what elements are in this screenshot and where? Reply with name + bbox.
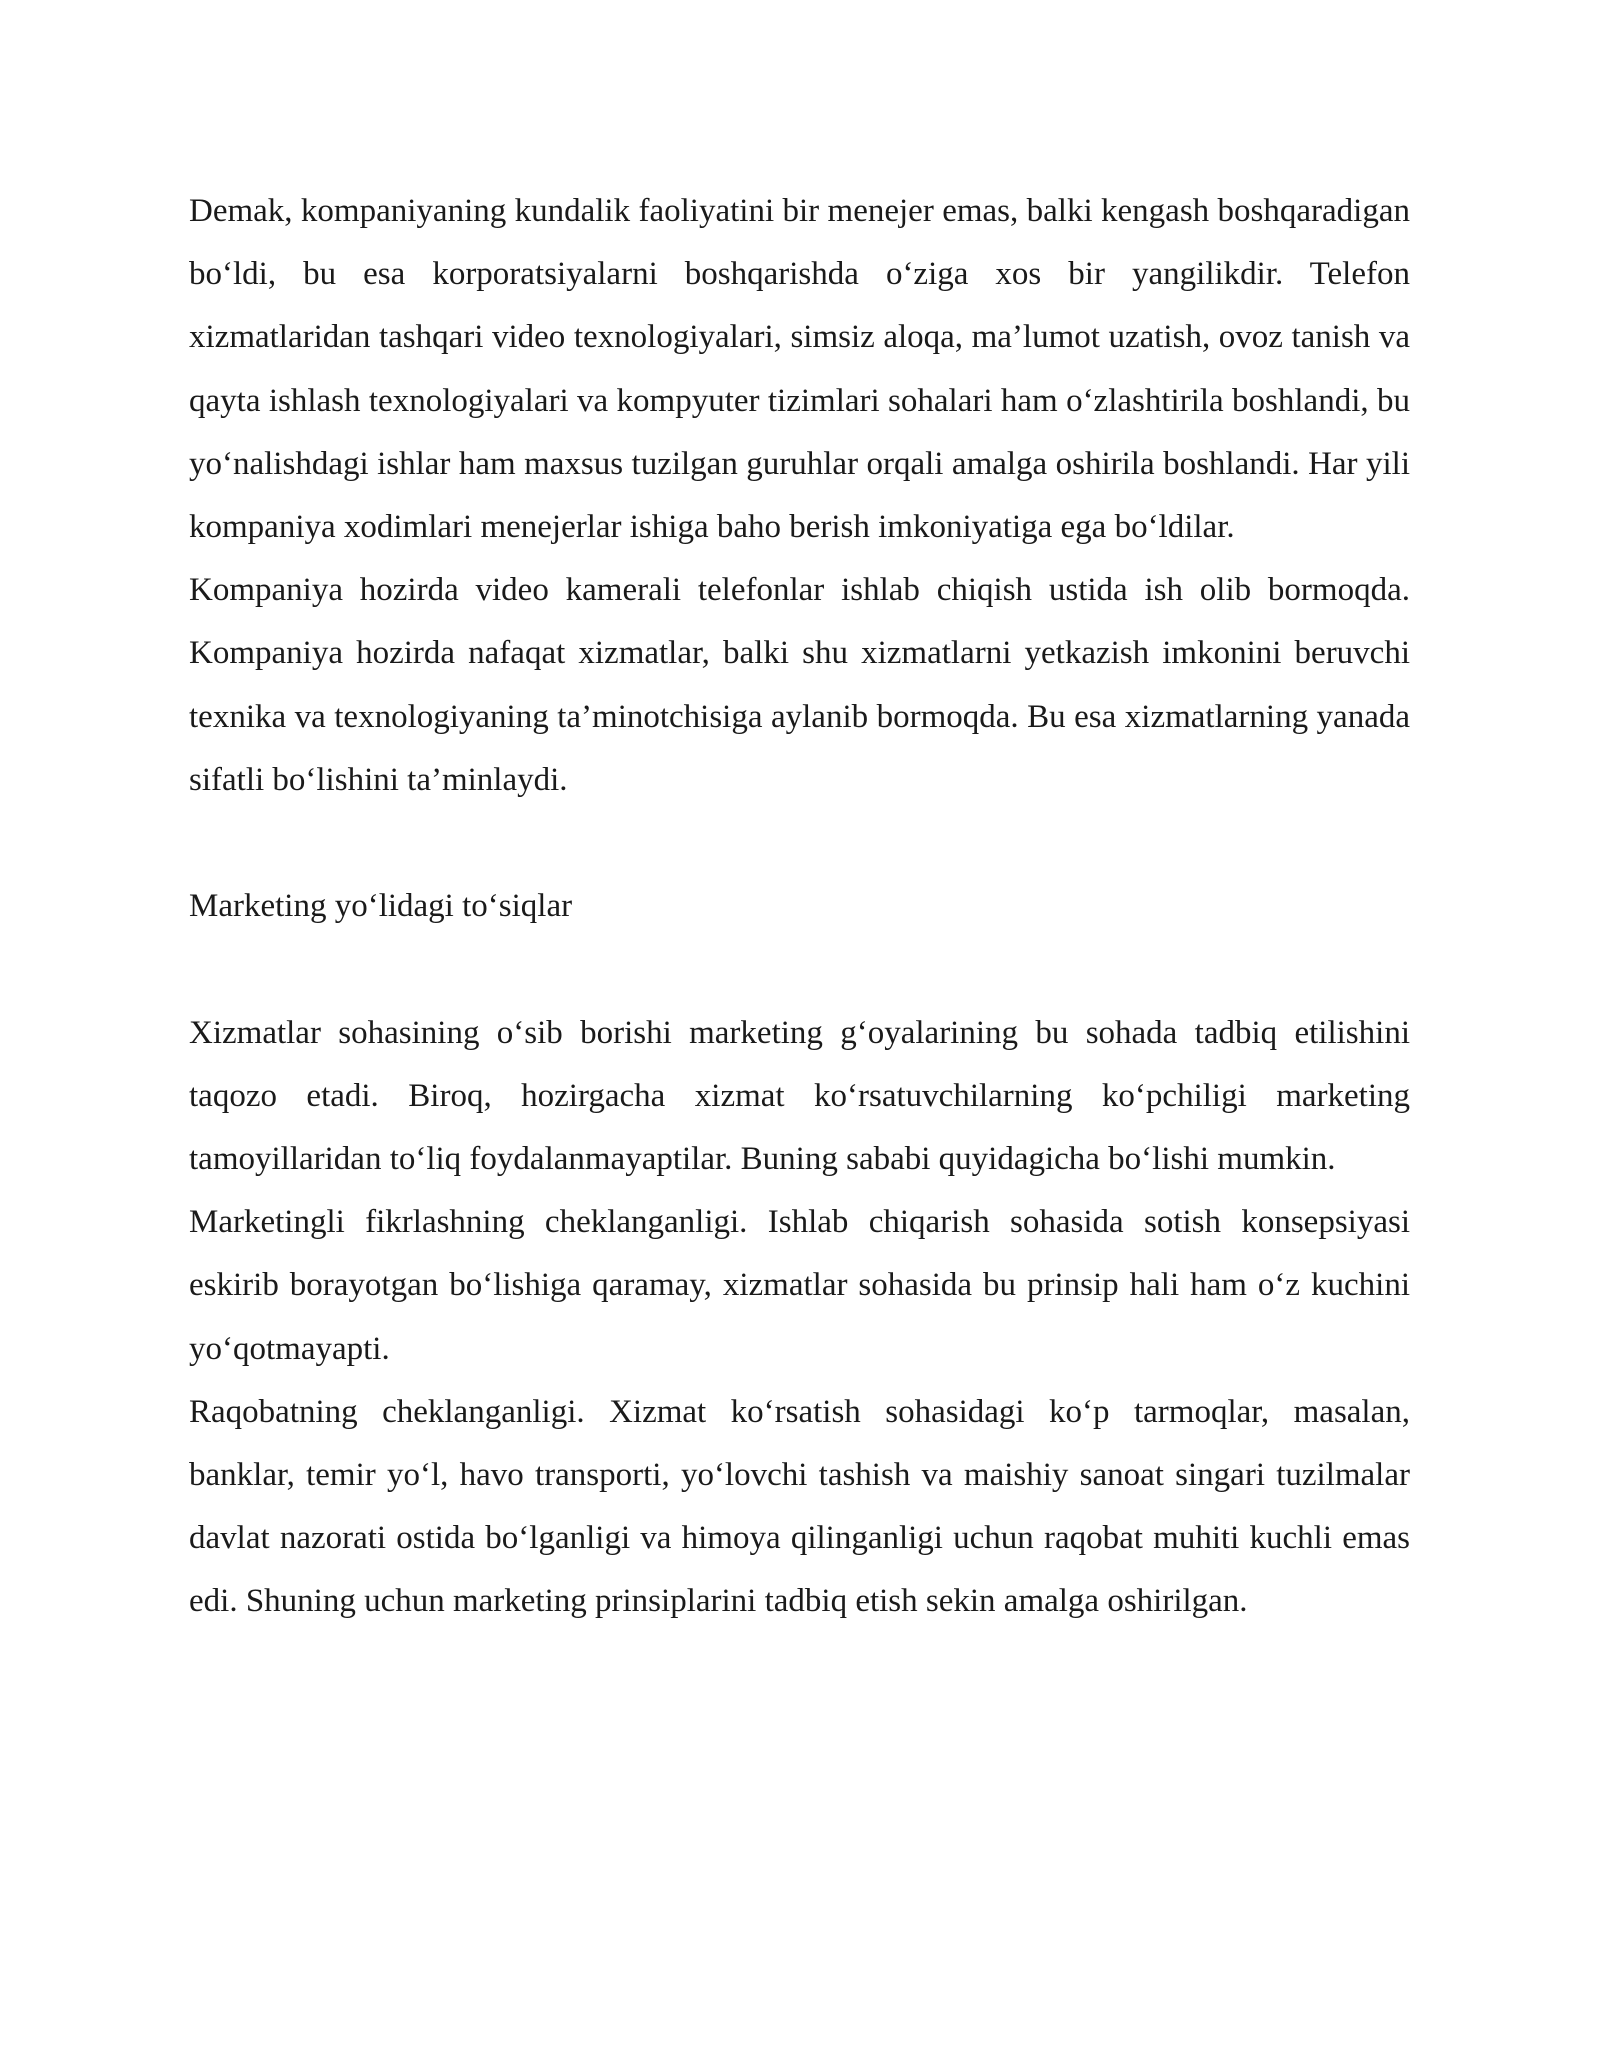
document-body	[189, 180, 1410, 1634]
paragraph-services-growth: Xizmatlar sohasining o‘sib borishi marketing g‘oyalarining bu sohada tadbiq etilishini taqozo etadi. Biroq, hozirgacha xizmat ko‘rsatuvchilarning ko‘pchiligi marketing tamoyillaridan to‘liq foydalanmayaptilar. Buning sababi quyidagicha bo‘lishi mumkin.	[189, 1014, 1410, 1178]
blank-line	[189, 812, 1410, 875]
section-heading: Marketing yo‘lidagi to‘siqlar	[189, 888, 573, 925]
paragraph-video-phones: Kompaniya hozirda video kamerali telefonlar ishlab chiqish ustida ish olib bormoqda. Kompaniya hozirda nafaqat xizmatlar, balki shu xizmatlarni yetkazish imkonini beruvchi texnika va texnologiyaning ta’minotchisiga aylanib bormoqda. Bu esa xizmatlarning yanada sifatli bo‘lishini ta’minlaydi.	[189, 572, 1410, 798]
blank-line	[189, 938, 1410, 1001]
paragraph-marketing-thinking: Marketingli fikrlashning cheklanganligi. Ishlab chiqarish sohasida sotish konsepsiyasi eskirib borayotgan bo‘lishiga qaramay, xizmatlar sohasida bu prinsip hali ham o‘z kuchini yo‘qotmayapti.	[189, 1204, 1410, 1367]
paragraph-management-board: Demak, kompaniyaning kundalik faoliyatini bir menejer emas, balki kengash boshqaradigan bo‘ldi, bu esa korporatsiyalarni boshqarishda o‘ziga xos bir yangilikdir. Telefon xizmatlaridan tashqari video texnologiyalari, simsiz aloqa, ma’lumot uzatish, ovoz tanish va qayta ishlash texnologiyalari va kompyuter tizimlari sohalari ham o‘zlashtirila boshlandi, bu yo‘nalishdagi ishlar ham maxsus tuzilgan guruhlar orqali amalga oshirila boshlandi. Har yili kompaniya xodimlari menejerlar ishiga baho berish imkoniyatiga ega bo‘ldilar.	[189, 193, 1410, 546]
paragraph-competition: Raqobatning cheklanganligi. Xizmat ko‘rsatish sohasidagi ko‘p tarmoqlar, masalan, banklar, temir yo‘l, havo transporti, yo‘lovchi tashish va maishiy sanoat singari tuzilmalar davlat nazorati ostida bo‘lganligi va himoya qilinganligi uchun raqobat muhiti kuchli emas edi. Shuning uchun marketing prinsiplarini tadbiq etish sekin amalga oshirilgan.	[189, 1393, 1410, 1620]
